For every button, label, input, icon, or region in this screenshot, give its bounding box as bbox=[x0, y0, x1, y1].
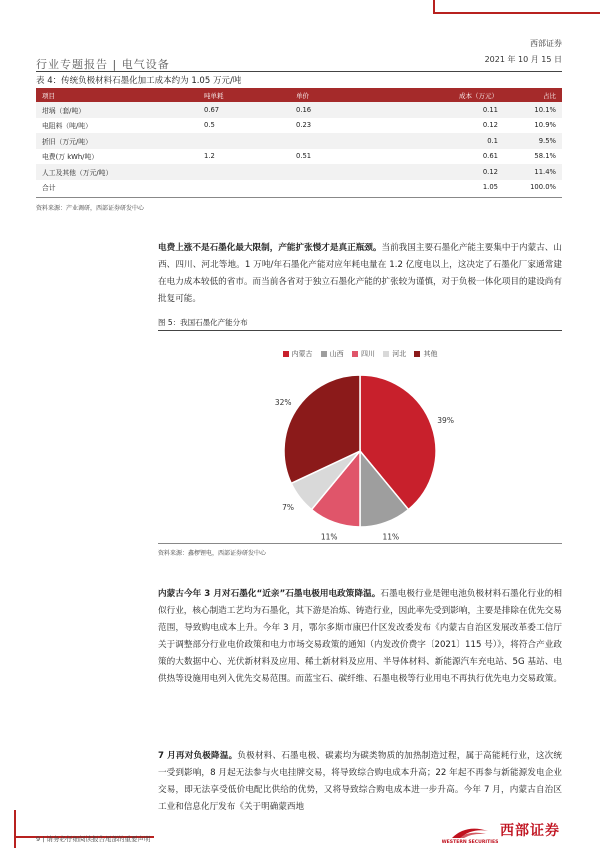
legend-swatch bbox=[414, 351, 420, 357]
legend-label: 山西 bbox=[329, 350, 344, 358]
table-row-total bbox=[36, 180, 562, 196]
figure-title: 图 5：我国石墨化产能分布 bbox=[158, 318, 248, 327]
cell-unit-price bbox=[290, 133, 382, 149]
cell-cost: 0.61 bbox=[482, 152, 498, 161]
paragraph-july bbox=[158, 748, 562, 816]
col-header-cost: 成本（万元） bbox=[382, 88, 504, 102]
table-row bbox=[36, 164, 562, 180]
cell-item: 电阻料（吨/吨） bbox=[42, 122, 92, 131]
chart-legend bbox=[160, 349, 560, 359]
col-header-consumption: 吨单耗 bbox=[198, 88, 290, 102]
table-header-row bbox=[36, 88, 562, 102]
corner-line-bottom-vertical bbox=[14, 810, 16, 848]
cell-share: 100.0% bbox=[530, 183, 556, 192]
legend-swatch bbox=[383, 351, 389, 357]
pie-label-5: 32% bbox=[274, 398, 292, 408]
cell-consumption: 0.67 bbox=[198, 102, 290, 118]
legend-item bbox=[283, 350, 313, 358]
logo-cn-text: 西部证券 bbox=[500, 823, 560, 839]
cell-cost: 1.05 bbox=[482, 183, 498, 192]
header-divider bbox=[36, 71, 562, 72]
corner-line-top bbox=[433, 12, 600, 14]
pie-label-3: 11% bbox=[320, 532, 338, 540]
legend-label: 其他 bbox=[423, 350, 438, 358]
logo-en-text: WESTERN SECURITIES bbox=[442, 840, 498, 845]
western-logo-icon bbox=[442, 822, 498, 846]
figure-source: 资料来源：鑫椤锂电，西部证券研发中心 bbox=[158, 550, 267, 557]
cell-share: 9.5% bbox=[504, 133, 562, 149]
table-row bbox=[36, 149, 562, 165]
cell-item: 合计 bbox=[42, 184, 56, 193]
cell-item: 折旧（万元/吨） bbox=[36, 133, 198, 149]
cell-share: 58.1% bbox=[534, 152, 556, 161]
paragraph-body: 当前我国主要石墨化产能主要集中于内蒙古、山西、四川、河北等地。1 万吨/年石墨化产能对应年耗电量在 1.2 亿度电以上，这决定了石墨化厂家通常建在电力成本较低的省市。而当前各省对于独立石墨化产能的扩张较为谨慎，对于负极一体化项目的建设尚有批复可能。 bbox=[158, 243, 562, 304]
paragraph-body: 石墨电极行业是锂电池负极材料石墨化行业的相似行业，核心制造工艺均为石墨化，其下游是冶炼、铸造行业，因此率先受到影响，主要是排除在优先交易范围，导致购电成本上升。今年 3 月，鄂尔多斯市康巴什区发改委发布《内蒙古自治区发展改革委工信厅关于调整部分行业电价政策和电力市场交易政策的通知（内发改价费字〔2021〕115 号）》，将符合产业政策的大数据中心、光伏新材料及应用、稀土新材料及应用、半导体材料、新能源汽车充电站、5G 基站、电供热等设施用电列入优先交易范围。而蓝宝石、碳纤维、石墨电极等行业用电不再执行优先电力交易政策。 bbox=[158, 589, 562, 684]
table-title: 表 4：传统负极材料石墨化加工成本约为 1.05 万元/吨 bbox=[36, 76, 242, 86]
paragraph-electricity bbox=[158, 240, 562, 308]
cell-item: 坩埚（套/吨） bbox=[36, 102, 198, 118]
pie-label-4: 7% bbox=[282, 502, 295, 512]
cell-share: 11.4% bbox=[504, 164, 562, 180]
cell-share: 10.9% bbox=[534, 121, 556, 130]
pie-label-2: 11% bbox=[382, 532, 400, 540]
cell-cost: 0.12 bbox=[482, 121, 498, 130]
table-bottom-rule bbox=[36, 197, 562, 198]
cell-cost: 0.11 bbox=[382, 102, 504, 118]
cell-unit-price: 0.23 bbox=[296, 121, 312, 130]
cell-consumption bbox=[198, 133, 290, 149]
cell-cost: 0.1 bbox=[382, 133, 504, 149]
disclaimer-text: 请务必仔细阅读报告尾部的重要声明 bbox=[46, 835, 151, 843]
cell-unit-price: 0.51 bbox=[296, 152, 312, 161]
cell-consumption: 0.5 bbox=[204, 121, 215, 130]
cell-item: 人工及其他（万元/吨） bbox=[36, 164, 198, 180]
cost-table bbox=[36, 88, 562, 195]
report-type: 行业专题报告 | 电气设备 bbox=[36, 58, 170, 71]
table-row bbox=[36, 133, 562, 149]
paragraph-inner-mongolia bbox=[158, 586, 562, 688]
footer-disclaimer: 9 | 请务必仔细阅读报告尾部的重要声明 bbox=[36, 835, 151, 843]
legend-label: 河北 bbox=[392, 350, 407, 358]
legend-item bbox=[352, 350, 375, 358]
legend-item bbox=[414, 350, 437, 358]
figure-bottom-rule bbox=[158, 543, 562, 544]
cell-consumption bbox=[198, 164, 290, 180]
cell-unit-price: 0.16 bbox=[290, 102, 382, 118]
corner-line-top-vertical bbox=[433, 0, 435, 14]
paragraph-lead: 电费上涨不是石墨化最大限制，产能扩张慢才是真正瓶颈。 bbox=[158, 243, 382, 253]
cell-consumption bbox=[198, 180, 290, 196]
legend-label: 四川 bbox=[361, 350, 375, 358]
report-date: 2021 年 10 月 15 日 bbox=[484, 55, 562, 64]
table-row bbox=[36, 102, 562, 118]
paragraph-body: 负极材料、石墨电极、碳素均为碳类物质的加热制造过程，属于高能耗行业，这次统一受到影响，8 月起无法参与火电挂牌交易，将导致综合购电成本升高；22 年起不再参与新能源发电企业交易，即无法享受低价电配比供给的优势，又将导致综合购电成本进一步升高。今年 7 月，内蒙古自治区工业和信息化厅发布《关于明确蒙西地 bbox=[158, 751, 562, 812]
header-brand: 西部证券 bbox=[530, 39, 562, 48]
pie-label-1: 39% bbox=[437, 416, 454, 426]
legend-label: 内蒙古 bbox=[291, 350, 313, 358]
cell-share: 10.1% bbox=[504, 102, 562, 118]
page-number: 9 bbox=[36, 835, 41, 843]
col-header-share: 占比 bbox=[504, 88, 562, 102]
paragraph-lead: 7 月再对负极降温。 bbox=[158, 751, 238, 761]
capacity-pie-chart bbox=[158, 362, 562, 540]
col-header-item: 项目 bbox=[36, 88, 198, 102]
paragraph-lead: 内蒙古今年 3 月对石墨化“近亲”石墨电极用电政策降温。 bbox=[158, 589, 381, 599]
cell-cost: 0.12 bbox=[382, 164, 504, 180]
cell-unit-price bbox=[290, 164, 382, 180]
table-source: 资料来源：产业调研，西部证券研发中心 bbox=[36, 205, 145, 212]
legend-item bbox=[383, 350, 406, 358]
cell-item: 电费(万 kWh/吨） bbox=[42, 153, 99, 162]
figure-divider bbox=[158, 330, 562, 331]
legend-swatch bbox=[283, 351, 289, 357]
col-header-unit-price: 单价 bbox=[290, 88, 382, 102]
legend-swatch bbox=[352, 351, 358, 357]
table-row bbox=[36, 118, 562, 134]
legend-item bbox=[321, 350, 344, 358]
legend-swatch bbox=[321, 351, 327, 357]
cell-unit-price bbox=[290, 180, 382, 196]
cell-consumption: 1.2 bbox=[204, 152, 215, 161]
